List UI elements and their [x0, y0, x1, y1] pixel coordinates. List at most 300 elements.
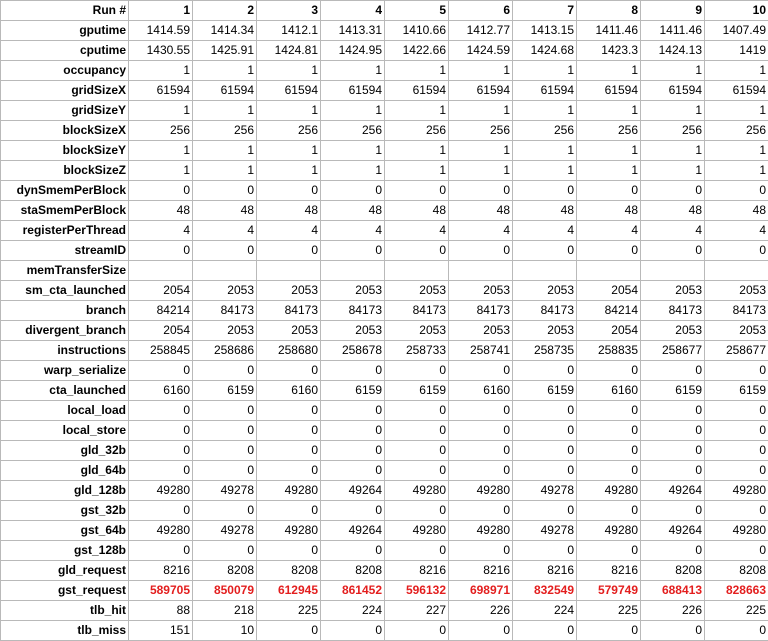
value-cell: 4 [257, 221, 321, 241]
value-cell: 0 [449, 501, 513, 521]
value-cell: 84173 [513, 301, 577, 321]
run-number-cell: 2 [193, 1, 257, 21]
metric-label-cell: blockSizeX [1, 121, 129, 141]
metric-label-cell: gld_32b [1, 441, 129, 461]
value-cell: 8216 [129, 561, 193, 581]
value-cell: 49280 [385, 481, 449, 501]
value-cell: 256 [129, 121, 193, 141]
value-cell: 49280 [129, 521, 193, 541]
value-cell: 2054 [129, 281, 193, 301]
metric-label-cell: blockSizeY [1, 141, 129, 161]
run-number-cell: 10 [705, 1, 768, 21]
value-cell: 1424.13 [641, 41, 705, 61]
value-cell: 0 [513, 181, 577, 201]
value-cell: 1424.95 [321, 41, 385, 61]
value-cell: 2054 [129, 321, 193, 341]
value-cell: 1 [257, 101, 321, 121]
value-cell: 0 [577, 401, 641, 421]
value-cell: 6159 [193, 381, 257, 401]
table-row [1, 41, 768, 61]
value-cell: 0 [321, 501, 385, 521]
value-cell: 0 [193, 421, 257, 441]
value-cell: 1 [129, 61, 193, 81]
metric-label-cell: gld_128b [1, 481, 129, 501]
value-cell: 0 [449, 421, 513, 441]
value-cell: 48 [641, 201, 705, 221]
value-cell: 225 [257, 601, 321, 621]
value-cell: 6159 [513, 381, 577, 401]
value-cell: 0 [257, 541, 321, 561]
value-cell: 0 [257, 441, 321, 461]
value-cell: 0 [513, 501, 577, 521]
value-cell: 225 [577, 601, 641, 621]
metric-label-cell: warp_serialize [1, 361, 129, 381]
value-cell: 61594 [193, 81, 257, 101]
value-cell: 224 [321, 601, 385, 621]
value-cell: 4 [129, 221, 193, 241]
metric-label-cell: registerPerThread [1, 221, 129, 241]
value-cell: 2053 [449, 321, 513, 341]
table-row [1, 521, 768, 541]
value-cell: 0 [321, 621, 385, 641]
value-cell: 226 [641, 601, 705, 621]
value-cell: 2053 [641, 281, 705, 301]
value-cell: 1 [513, 61, 577, 81]
value-cell: 1 [449, 161, 513, 181]
value-cell: 0 [705, 461, 768, 481]
metric-label-cell: gst_64b [1, 521, 129, 541]
value-cell: 0 [129, 441, 193, 461]
table-row [1, 381, 768, 401]
value-cell: 4 [385, 221, 449, 241]
value-cell: 2053 [257, 321, 321, 341]
value-cell: 1 [321, 161, 385, 181]
value-cell [641, 261, 705, 281]
run-number-cell: 4 [321, 1, 385, 21]
value-cell: 0 [321, 461, 385, 481]
value-cell: 0 [385, 621, 449, 641]
value-cell: 0 [705, 241, 768, 261]
value-cell: 0 [385, 361, 449, 381]
value-cell: 48 [385, 201, 449, 221]
value-cell: 1424.59 [449, 41, 513, 61]
value-cell: 1419 [705, 41, 768, 61]
value-cell: 579749 [577, 581, 641, 601]
value-cell: 0 [385, 541, 449, 561]
value-cell: 1 [449, 61, 513, 81]
value-cell: 0 [449, 181, 513, 201]
value-cell: 0 [129, 541, 193, 561]
value-cell: 1 [641, 101, 705, 121]
value-cell: 1 [193, 141, 257, 161]
value-cell: 49278 [193, 521, 257, 541]
value-cell: 1 [257, 161, 321, 181]
value-cell: 49280 [385, 521, 449, 541]
value-cell: 256 [257, 121, 321, 141]
value-cell: 0 [257, 461, 321, 481]
table-row [1, 261, 768, 281]
value-cell: 0 [577, 621, 641, 641]
value-cell: 0 [321, 441, 385, 461]
value-cell: 2053 [193, 321, 257, 341]
value-cell: 1 [193, 161, 257, 181]
value-cell: 256 [321, 121, 385, 141]
metric-label-cell: tlb_hit [1, 601, 129, 621]
table-row [1, 621, 768, 641]
value-cell: 227 [385, 601, 449, 621]
value-cell: 256 [513, 121, 577, 141]
value-cell: 84173 [193, 301, 257, 321]
metric-label-cell: gld_64b [1, 461, 129, 481]
value-cell: 258835 [577, 341, 641, 361]
value-cell: 1412.77 [449, 21, 513, 41]
header-label-cell: Run # [1, 1, 129, 21]
value-cell: 6159 [705, 381, 768, 401]
value-cell: 1 [577, 101, 641, 121]
value-cell: 49280 [449, 481, 513, 501]
value-cell: 1 [129, 141, 193, 161]
value-cell: 0 [641, 401, 705, 421]
value-cell: 0 [385, 421, 449, 441]
value-cell: 0 [705, 541, 768, 561]
value-cell [705, 261, 768, 281]
value-cell [193, 261, 257, 281]
value-cell: 0 [449, 241, 513, 261]
value-cell: 6160 [449, 381, 513, 401]
table-row [1, 601, 768, 621]
value-cell [321, 261, 385, 281]
value-cell: 688413 [641, 581, 705, 601]
value-cell: 0 [513, 421, 577, 441]
value-cell: 6160 [257, 381, 321, 401]
run-number-cell: 3 [257, 1, 321, 21]
value-cell: 1 [385, 161, 449, 181]
header-row [1, 1, 768, 21]
value-cell: 2053 [705, 281, 768, 301]
value-cell: 0 [385, 501, 449, 521]
value-cell: 0 [449, 401, 513, 421]
value-cell: 258735 [513, 341, 577, 361]
value-cell: 0 [385, 181, 449, 201]
value-cell: 49278 [513, 521, 577, 541]
value-cell: 0 [193, 241, 257, 261]
value-cell: 1 [321, 61, 385, 81]
value-cell: 0 [641, 541, 705, 561]
value-cell: 258741 [449, 341, 513, 361]
value-cell: 256 [577, 121, 641, 141]
value-cell: 8208 [705, 561, 768, 581]
value-cell: 10 [193, 621, 257, 641]
value-cell: 0 [193, 401, 257, 421]
value-cell: 1 [385, 101, 449, 121]
value-cell: 61594 [321, 81, 385, 101]
metric-label-cell: local_load [1, 401, 129, 421]
value-cell: 2053 [385, 321, 449, 341]
value-cell: 84173 [705, 301, 768, 321]
value-cell: 0 [193, 541, 257, 561]
run-number-cell: 6 [449, 1, 513, 21]
value-cell: 1413.31 [321, 21, 385, 41]
value-cell: 8216 [449, 561, 513, 581]
value-cell: 256 [193, 121, 257, 141]
value-cell: 0 [577, 361, 641, 381]
value-cell: 0 [641, 181, 705, 201]
value-cell: 1 [193, 61, 257, 81]
value-cell: 2053 [513, 281, 577, 301]
value-cell: 1 [385, 61, 449, 81]
value-cell: 1423.3 [577, 41, 641, 61]
value-cell: 0 [641, 361, 705, 381]
value-cell [257, 261, 321, 281]
value-cell: 0 [577, 501, 641, 521]
value-cell: 6160 [129, 381, 193, 401]
value-cell: 258686 [193, 341, 257, 361]
value-cell: 6160 [577, 381, 641, 401]
value-cell: 1413.15 [513, 21, 577, 41]
value-cell: 0 [705, 361, 768, 381]
metric-label-cell: gst_32b [1, 501, 129, 521]
value-cell: 0 [385, 401, 449, 421]
value-cell: 0 [321, 401, 385, 421]
value-cell: 1 [641, 61, 705, 81]
value-cell: 1 [705, 101, 768, 121]
value-cell: 0 [513, 241, 577, 261]
value-cell: 49264 [321, 481, 385, 501]
value-cell: 0 [193, 461, 257, 481]
value-cell: 0 [449, 441, 513, 461]
value-cell: 0 [257, 421, 321, 441]
value-cell: 8216 [577, 561, 641, 581]
value-cell: 1411.46 [577, 21, 641, 41]
metric-label-cell: branch [1, 301, 129, 321]
value-cell: 0 [705, 401, 768, 421]
value-cell: 0 [705, 181, 768, 201]
value-cell: 2053 [449, 281, 513, 301]
value-cell: 0 [705, 441, 768, 461]
value-cell: 6159 [641, 381, 705, 401]
value-cell: 1410.66 [385, 21, 449, 41]
value-cell: 0 [449, 361, 513, 381]
value-cell: 0 [641, 241, 705, 261]
value-cell: 48 [705, 201, 768, 221]
value-cell: 1 [705, 141, 768, 161]
value-cell: 256 [705, 121, 768, 141]
value-cell: 850079 [193, 581, 257, 601]
value-cell: 258677 [705, 341, 768, 361]
value-cell: 1424.81 [257, 41, 321, 61]
value-cell: 0 [705, 421, 768, 441]
value-cell: 4 [641, 221, 705, 241]
table-body [1, 1, 768, 641]
value-cell: 1 [129, 161, 193, 181]
table-row [1, 121, 768, 141]
value-cell: 1 [705, 61, 768, 81]
value-cell: 49280 [449, 521, 513, 541]
value-cell: 2053 [321, 321, 385, 341]
value-cell: 225 [705, 601, 768, 621]
value-cell: 84173 [321, 301, 385, 321]
value-cell: 48 [577, 201, 641, 221]
value-cell: 151 [129, 621, 193, 641]
value-cell: 256 [449, 121, 513, 141]
value-cell: 8208 [321, 561, 385, 581]
value-cell: 258678 [321, 341, 385, 361]
value-cell: 258677 [641, 341, 705, 361]
table-row [1, 321, 768, 341]
value-cell: 218 [193, 601, 257, 621]
value-cell: 0 [257, 181, 321, 201]
value-cell: 0 [129, 501, 193, 521]
value-cell: 0 [129, 401, 193, 421]
value-cell: 6159 [321, 381, 385, 401]
value-cell: 49278 [193, 481, 257, 501]
value-cell: 0 [193, 181, 257, 201]
value-cell: 1 [641, 141, 705, 161]
table-row [1, 281, 768, 301]
value-cell: 2054 [577, 321, 641, 341]
value-cell: 0 [257, 401, 321, 421]
table-row [1, 361, 768, 381]
table-row [1, 501, 768, 521]
value-cell: 84173 [385, 301, 449, 321]
run-number-cell: 9 [641, 1, 705, 21]
value-cell: 0 [321, 361, 385, 381]
value-cell: 0 [321, 181, 385, 201]
metric-label-cell: tlb_miss [1, 621, 129, 641]
value-cell: 61594 [513, 81, 577, 101]
table-row [1, 301, 768, 321]
value-cell: 1 [577, 141, 641, 161]
value-cell: 2053 [705, 321, 768, 341]
value-cell: 698971 [449, 581, 513, 601]
table-row [1, 481, 768, 501]
metric-label-cell: dynSmemPerBlock [1, 181, 129, 201]
value-cell: 2054 [577, 281, 641, 301]
value-cell: 1 [321, 141, 385, 161]
value-cell: 0 [193, 361, 257, 381]
value-cell: 224 [513, 601, 577, 621]
value-cell: 1424.68 [513, 41, 577, 61]
value-cell: 0 [385, 461, 449, 481]
value-cell: 0 [321, 241, 385, 261]
value-cell: 1 [449, 101, 513, 121]
value-cell: 1 [513, 161, 577, 181]
value-cell: 61594 [385, 81, 449, 101]
value-cell: 256 [385, 121, 449, 141]
value-cell: 2053 [641, 321, 705, 341]
metric-label-cell: gridSizeX [1, 81, 129, 101]
value-cell: 48 [193, 201, 257, 221]
value-cell: 0 [257, 501, 321, 521]
value-cell: 0 [513, 461, 577, 481]
value-cell: 49280 [129, 481, 193, 501]
value-cell: 49278 [513, 481, 577, 501]
value-cell: 0 [449, 621, 513, 641]
value-cell: 1411.46 [641, 21, 705, 41]
value-cell: 258845 [129, 341, 193, 361]
run-number-cell: 5 [385, 1, 449, 21]
metric-label-cell: occupancy [1, 61, 129, 81]
value-cell: 48 [321, 201, 385, 221]
value-cell: 1414.59 [129, 21, 193, 41]
value-cell: 49280 [257, 521, 321, 541]
value-cell: 4 [449, 221, 513, 241]
value-cell: 0 [705, 621, 768, 641]
value-cell: 1 [705, 161, 768, 181]
value-cell: 832549 [513, 581, 577, 601]
value-cell: 8208 [257, 561, 321, 581]
value-cell: 49280 [705, 481, 768, 501]
table-row [1, 461, 768, 481]
value-cell: 0 [321, 421, 385, 441]
metric-label-cell: divergent_branch [1, 321, 129, 341]
value-cell: 2053 [257, 281, 321, 301]
value-cell: 48 [513, 201, 577, 221]
value-cell: 2053 [193, 281, 257, 301]
metric-label-cell: local_store [1, 421, 129, 441]
value-cell: 1 [577, 161, 641, 181]
value-cell: 61594 [705, 81, 768, 101]
metric-label-cell: gst_128b [1, 541, 129, 561]
value-cell: 0 [513, 401, 577, 421]
table-row [1, 181, 768, 201]
value-cell: 61594 [129, 81, 193, 101]
value-cell: 0 [513, 441, 577, 461]
table-row [1, 221, 768, 241]
metric-label-cell: sm_cta_launched [1, 281, 129, 301]
table-row [1, 81, 768, 101]
value-cell: 0 [641, 621, 705, 641]
value-cell: 0 [513, 361, 577, 381]
value-cell: 1 [257, 141, 321, 161]
value-cell: 0 [257, 621, 321, 641]
value-cell: 61594 [641, 81, 705, 101]
value-cell: 84173 [449, 301, 513, 321]
value-cell: 0 [577, 461, 641, 481]
value-cell: 4 [705, 221, 768, 241]
table-row [1, 241, 768, 261]
value-cell: 1407.49 [705, 21, 768, 41]
value-cell: 49264 [641, 481, 705, 501]
value-cell: 0 [129, 361, 193, 381]
value-cell: 61594 [577, 81, 641, 101]
value-cell: 0 [129, 241, 193, 261]
value-cell: 0 [449, 461, 513, 481]
value-cell: 0 [385, 241, 449, 261]
value-cell: 1 [577, 61, 641, 81]
value-cell: 258733 [385, 341, 449, 361]
value-cell: 0 [641, 441, 705, 461]
value-cell: 0 [641, 501, 705, 521]
value-cell: 0 [193, 441, 257, 461]
value-cell: 4 [513, 221, 577, 241]
metric-label-cell: gridSizeY [1, 101, 129, 121]
value-cell: 49280 [577, 521, 641, 541]
value-cell: 88 [129, 601, 193, 621]
value-cell: 1 [129, 101, 193, 121]
value-cell: 4 [321, 221, 385, 241]
value-cell: 0 [641, 421, 705, 441]
value-cell: 1 [513, 101, 577, 121]
value-cell: 49280 [577, 481, 641, 501]
value-cell [129, 261, 193, 281]
value-cell: 0 [577, 241, 641, 261]
run-number-cell: 7 [513, 1, 577, 21]
value-cell: 8216 [385, 561, 449, 581]
value-cell: 258680 [257, 341, 321, 361]
value-cell: 0 [257, 361, 321, 381]
value-cell: 1412.1 [257, 21, 321, 41]
